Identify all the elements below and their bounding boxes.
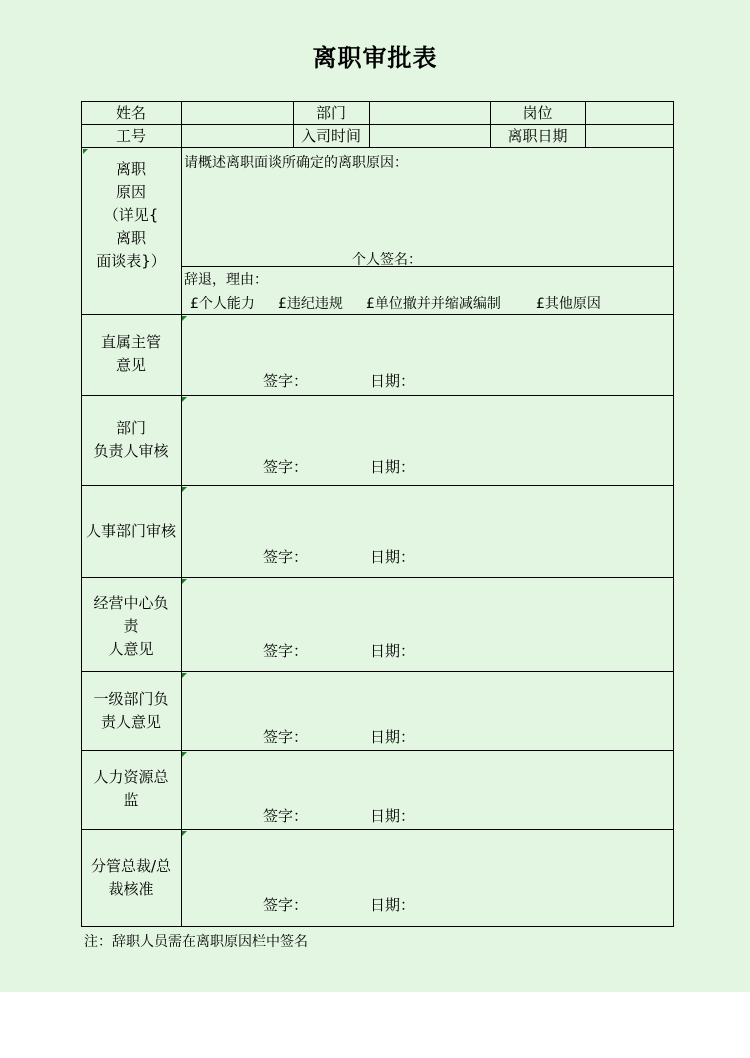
approval-label-line: 人意见: [108, 640, 154, 658]
approval-label-president: [81, 855, 181, 901]
approval-label-first-level-dept: [81, 688, 181, 734]
comment-marker-icon: [182, 316, 187, 321]
join-date-value[interactable]: [370, 124, 490, 147]
date-label: 日期：: [370, 548, 416, 566]
join-date-label: 入司时间: [300, 127, 361, 145]
row-divider: [81, 671, 674, 672]
comment-marker-icon: [83, 149, 88, 154]
comment-marker-icon: [182, 579, 187, 584]
sign-label: 签字：: [263, 458, 309, 476]
approval-label-hr-dept: [81, 520, 181, 543]
approval-label-line: 裁核准: [108, 880, 154, 898]
personal-sign-label: 个人签名：: [352, 252, 422, 268]
name-label: 姓名: [115, 104, 146, 122]
sign-label: 签字：: [263, 642, 309, 660]
comment-marker-icon: [182, 397, 187, 402]
reason-label-line: 离职: [115, 160, 146, 178]
approval-label-line: 一级部门负: [93, 690, 169, 708]
sign-label: 签字：: [263, 728, 309, 746]
approval-label-line: 责人意见: [100, 713, 161, 731]
option-personal-ability[interactable]: £个人能力: [190, 296, 255, 312]
comment-marker-icon: [182, 673, 187, 678]
date-label: 日期：: [370, 372, 416, 390]
row-divider: [81, 577, 674, 578]
date-label: 日期：: [370, 807, 416, 825]
leave-date-label: 离职日期: [507, 127, 568, 145]
id-value[interactable]: [182, 124, 293, 147]
approval-label-line: 直属主管: [100, 333, 161, 351]
id-label: 工号: [115, 127, 146, 145]
comment-marker-icon: [182, 831, 187, 836]
dismiss-reason-label: 辞退，理由：: [184, 272, 268, 288]
approval-label-line: 分管总裁/总: [90, 857, 172, 875]
comment-marker-icon: [182, 487, 187, 492]
position-label: 岗位: [522, 104, 553, 122]
col-divider: [181, 101, 182, 927]
row-divider: [81, 395, 674, 396]
dept-label: 部门: [315, 104, 346, 122]
leave-date-value[interactable]: [586, 124, 674, 147]
approval-label-operations-center: [81, 592, 181, 661]
option-unit-merger[interactable]: £单位撤并并缩减编制: [366, 296, 501, 312]
approval-label-line: 意见: [115, 356, 146, 374]
name-value[interactable]: [182, 101, 293, 124]
reason-label-line: 原因: [115, 183, 146, 201]
row-divider: [81, 485, 674, 486]
sign-label: 签字：: [263, 548, 309, 566]
comment-marker-icon: [182, 752, 187, 757]
row-divider: [81, 314, 674, 315]
approval-label-dept-head: [81, 417, 181, 463]
date-label: 日期：: [370, 728, 416, 746]
option-discipline-violation[interactable]: £违纪违规: [278, 296, 343, 312]
reason-label-line: 离职: [115, 229, 146, 247]
option-other-reason[interactable]: £其他原因: [536, 296, 601, 312]
sign-label: 签字：: [263, 372, 309, 390]
date-label: 日期：: [370, 642, 416, 660]
date-label: 日期：: [370, 896, 416, 914]
approval-label-line: 负责人审核: [93, 442, 169, 460]
approval-label-line: 责: [123, 617, 139, 635]
reason-label-line: （详见{: [103, 206, 159, 224]
reason-prompt: 请概述离职面谈所确定的离职原因：: [184, 155, 408, 171]
approval-label-line: 部门: [115, 419, 146, 437]
row-divider: [81, 829, 674, 830]
sign-label: 签字：: [263, 896, 309, 914]
form-title: 离职审批表: [312, 44, 438, 72]
sign-label: 签字：: [263, 807, 309, 825]
approval-label-line: 人事部门审核: [85, 522, 176, 540]
approval-label-line: 监: [123, 791, 139, 809]
dept-value[interactable]: [370, 101, 490, 124]
row-divider: [81, 750, 674, 751]
footnote: 注：辞职人员需在离职原因栏中签名: [84, 934, 308, 950]
reason-label-line: 面谈表}）: [96, 252, 166, 270]
row-divider: [181, 266, 674, 267]
approval-label-hr-director: [81, 766, 181, 812]
date-label: 日期：: [370, 458, 416, 476]
position-value[interactable]: [586, 101, 674, 124]
approval-label-line: 经营中心负: [93, 594, 169, 612]
reason-label: [81, 158, 181, 273]
approval-label-supervisor: [81, 331, 181, 377]
approval-label-line: 人力资源总: [93, 768, 169, 786]
